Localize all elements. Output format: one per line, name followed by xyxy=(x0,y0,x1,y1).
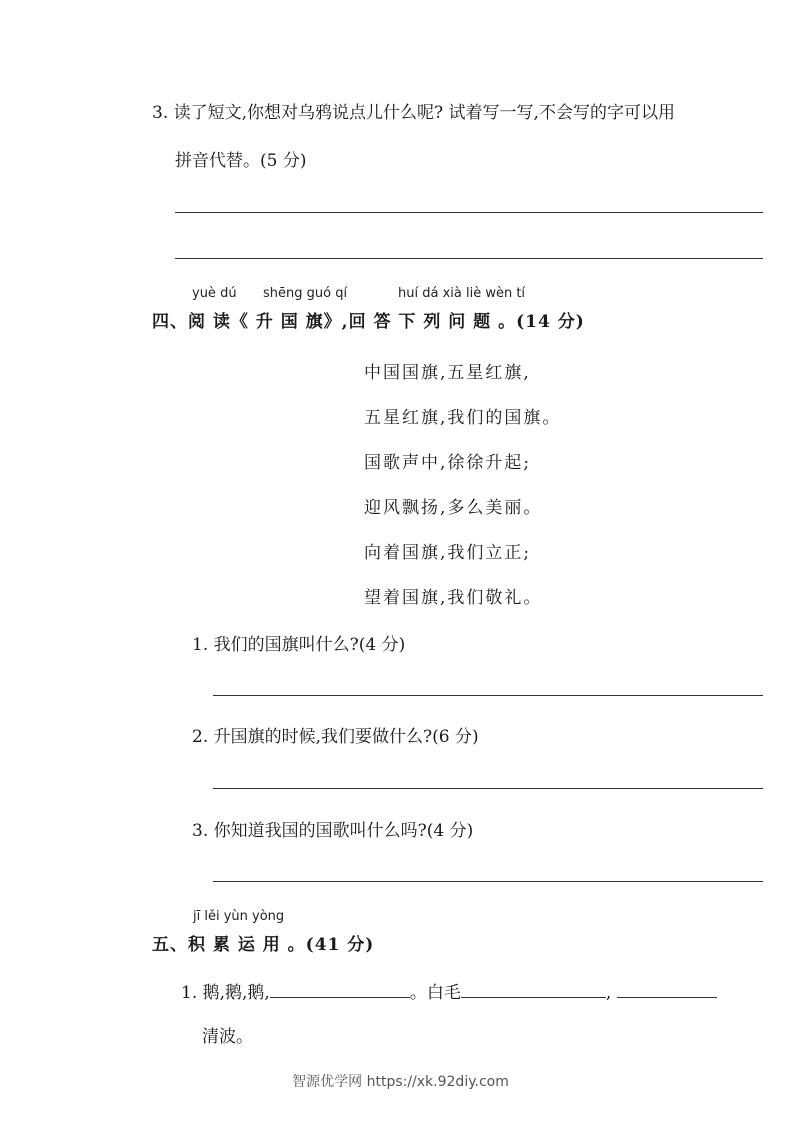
section5-title: 五、积 累 运 用 。(41 分) xyxy=(152,935,375,955)
poem-line-3: 国歌声中,徐徐升起; xyxy=(364,453,532,473)
s5-q1-part1: 1. 鹅,鹅,鹅, xyxy=(181,983,270,1003)
answer-line-q3-b[interactable] xyxy=(175,258,763,259)
answer-line-s4-q3[interactable] xyxy=(213,881,763,882)
s5-q1-line2: 清波。 xyxy=(202,1027,253,1047)
footer-watermark: 智源优学网 https://xk.92diy.com xyxy=(292,1074,509,1090)
s4-question-2: 2. 升国旗的时候,我们要做什么?(6 分) xyxy=(192,727,479,747)
poem-line-4: 迎风飘扬,多么美丽。 xyxy=(364,498,543,518)
s5-q1-part2: 。白毛 xyxy=(409,983,461,1003)
q3-line1: 3. 读了短文,你想对乌鸦说点儿什么呢? 试着写一写,不会写的字可以用 xyxy=(152,103,675,123)
s5-q1-part3: , xyxy=(605,983,612,1003)
poem-line-1: 中国国旗,五星红旗, xyxy=(364,363,531,383)
s5-question-1 xyxy=(181,978,717,1003)
s4-question-3: 3. 你知道我国的国歌叫什么吗?(4 分) xyxy=(192,821,474,841)
q3-line2: 拼音代替。(5 分) xyxy=(175,151,307,171)
poem-line-5: 向着国旗,我们立正; xyxy=(364,543,532,563)
fill-blank-2[interactable] xyxy=(461,979,606,998)
s4-question-1: 1. 我们的国旗叫什么?(4 分) xyxy=(192,635,406,655)
poem-line-6: 望着国旗,我们敬礼。 xyxy=(364,588,543,608)
answer-line-q3-a[interactable] xyxy=(175,212,763,213)
pinyin-shengguoqi: shēng guó qí xyxy=(263,286,348,301)
poem-line-2: 五星红旗,我们的国旗。 xyxy=(364,408,562,428)
pinyin-jileiyunyong: jī lěi yùn yòng xyxy=(193,909,285,924)
pinyin-yuedu: yuè dú xyxy=(192,286,237,301)
answer-line-s4-q2[interactable] xyxy=(213,788,763,789)
answer-line-s4-q1[interactable] xyxy=(213,695,763,696)
section4-title: 四、阅 读《 升 国 旗》,回 答 下 列 问 题 。(14 分) xyxy=(152,312,585,332)
fill-blank-1[interactable] xyxy=(270,979,410,998)
fill-blank-3[interactable] xyxy=(617,979,717,998)
pinyin-huidaxialiewenti: huí dá xià liè wèn tí xyxy=(398,286,526,301)
